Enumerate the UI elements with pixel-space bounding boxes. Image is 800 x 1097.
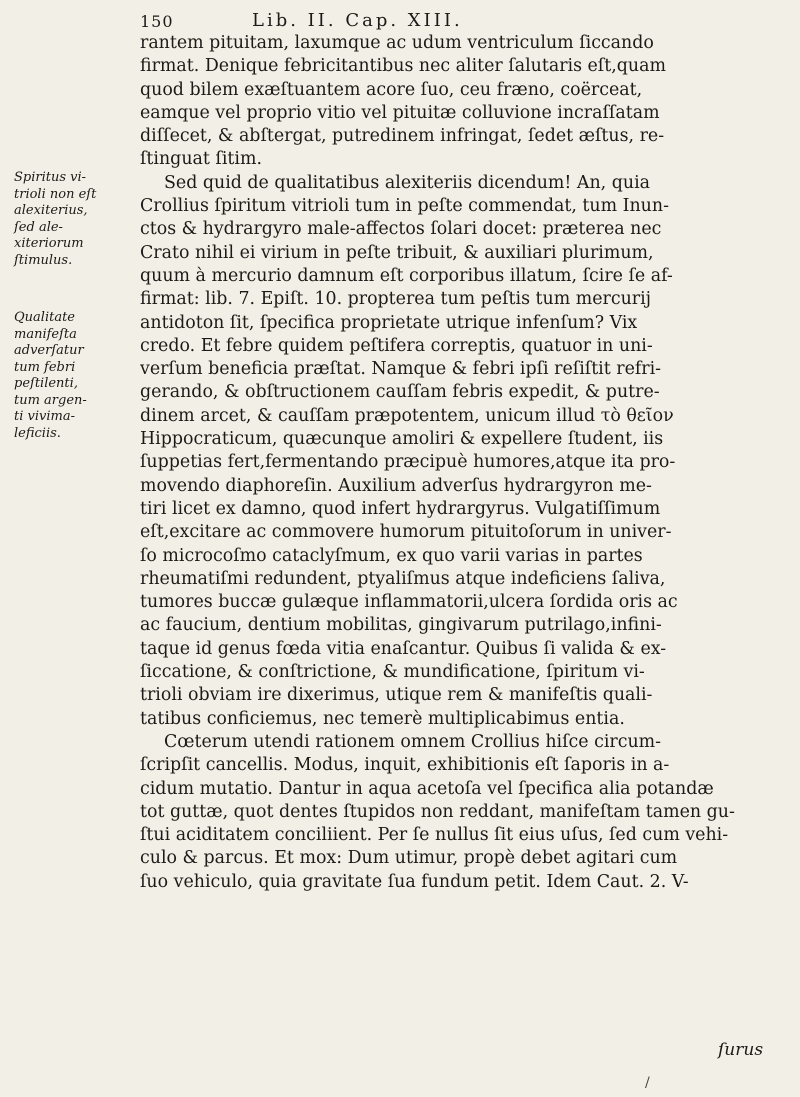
margin-note-line: tum febri xyxy=(14,359,76,375)
text-line: taque id genus fœda vitia enaſcantur. Quibus ſi valida & ex- xyxy=(140,638,667,659)
text-line: Cœterum utendi rationem omnem Crollius hiſce circum- xyxy=(164,731,662,752)
margin-note-line: tum argen- xyxy=(14,392,87,408)
margin-note-line: ti vivima- xyxy=(14,409,75,424)
page-header xyxy=(140,10,740,34)
margin-note-line: manifeſta xyxy=(14,326,77,342)
text-line: rantem pituitam, laxumque ac udum ventriculum ſiccando xyxy=(140,33,654,53)
text-line: ſuo vehiculo, quia gravitate ſua fundum petit. Idem Caut. 2. V- xyxy=(140,871,689,892)
margin-note-spiritus xyxy=(14,170,132,269)
margin-note-line: trioli non eſt xyxy=(14,186,97,202)
page-number: 150 xyxy=(140,12,174,31)
text-line: gerando, & obſtructionem cauſſam febris expedit, & putre- xyxy=(140,382,660,403)
text-line: Hippocraticum, quæcunque amoliri & expellere ſtudent, iis xyxy=(140,429,664,450)
text-line: antidoton ſit, ſpecifica proprietate utrique infenſum? Vix xyxy=(140,312,638,333)
text-line: ctos & hydrargyro male-affectos ſolari docet: præterea nec xyxy=(140,219,662,240)
text-line: diſſecet, & abſtergat, putredinem infringat, ſedet æſtus, re- xyxy=(140,126,665,147)
text-line: Sed quid de qualitatibus alexiteriis dicendum! An, quia xyxy=(164,172,650,193)
running-title: Lib. II. Cap. XIII. xyxy=(252,10,463,31)
text-line: credo. Et febre quidem peſtifera correptis, quatuor in uni- xyxy=(140,335,653,356)
text-line: cidum mutatio. Dantur in aqua acetoſa vel ſpecifica alia potandæ xyxy=(140,778,714,799)
text-line: culo & parcus. Et mox: Dum utimur, propè debet agitari cum xyxy=(140,848,678,869)
body-text xyxy=(140,32,780,894)
text-line: ſtui aciditatem conciliient. Per ſe nullus ſit eius uſus, ſed cum vehi- xyxy=(140,825,729,846)
text-line: movendo diaphoreſin. Auxilium adverſus hydrargyron me- xyxy=(140,475,652,496)
stray-mark: / xyxy=(645,1075,650,1091)
margin-note-line: Qualitate xyxy=(14,310,75,325)
text-line: ſtinguat ſitim. xyxy=(140,149,262,170)
margin-note-line: alexiterius, xyxy=(14,203,88,218)
text-line: dinem arcet, & cauſſam præpotentem, unicum illud τὸ θεῖον xyxy=(140,405,674,426)
margin-note-line: peſtilenti, xyxy=(14,376,78,391)
text-line: tot guttæ, quot dentes ſtupidos non reddant, manifeſtam tamen gu- xyxy=(140,801,735,822)
margin-note-qualitate xyxy=(14,310,132,442)
margin-note-line: adverſatur xyxy=(14,343,84,358)
text-line: firmat: lib. 7. Epiſt. 10. propterea tum peſtis tum mercurij xyxy=(140,289,652,310)
text-line: ſiccatione, & conſtrictione, & mundificatione, ſpiritum vi- xyxy=(140,662,645,683)
text-line: firmat. Denique febricitantibus nec aliter ſalutaris eſt,quam xyxy=(140,56,666,77)
text-line: ſcripſit cancellis. Modus, inquit, exhibitionis eſt ſaporis in a- xyxy=(140,755,670,776)
text-line: ac faucium, dentium mobilitas, gingivarum putrilago,infini- xyxy=(140,615,662,636)
text-line: tumores buccæ gulæque inflammatorii,ulcera ſordida oris ac xyxy=(140,592,678,613)
text-line: eamque vel proprio vitio vel pituitæ colluvione incraſſatam xyxy=(140,102,660,123)
text-line: eſt,excitare ac commovere humorum pituitoſorum in univer- xyxy=(140,522,672,543)
catchword: ſurus xyxy=(718,1040,764,1060)
text-line: verſum beneficia præſtat. Namque & febri ipſi reſiſtit refri- xyxy=(140,359,662,380)
margin-note-line: ſtimulus. xyxy=(14,252,73,268)
text-line: quod bilem exæſtuantem acore ſuo, ceu fræno, coërceat, xyxy=(140,79,643,100)
text-line: quum à mercurio damnum eſt corporibus illatum, ſcire ſe af- xyxy=(140,265,673,286)
text-line: Crollius ſpiritum vitrioli tum in peſte commendat, tum Inun- xyxy=(140,196,669,217)
text-line: ſo microcoſmo cataclyſmum, ex quo varii varias in partes xyxy=(140,545,643,566)
text-line: trioli obviam ire dixerimus, utique rem & manifeſtis quali- xyxy=(140,685,653,706)
margin-note-line: leficiis. xyxy=(14,425,61,441)
text-line: ſuppetias fert,fermentando præcipuè humores,atque ita pro- xyxy=(140,452,676,473)
text-line: tiri licet ex damno, quod infert hydrargyrus. Vulgatiſſimum xyxy=(140,498,661,519)
margin-note-line: ſed ale- xyxy=(14,219,63,235)
margin-note-line: xiteriorum xyxy=(14,236,84,251)
margin-note-line: Spiritus vi- xyxy=(14,170,87,185)
text-line: Crato nihil ei virium in peſte tribuit, & auxiliari plurimum, xyxy=(140,242,654,263)
text-line: rheumatiſmi redundent, ptyaliſmus atque indeficiens ſaliva, xyxy=(140,568,666,589)
text-line: tatibus conficiemus, nec temerè multiplicabimus entia. xyxy=(140,708,625,729)
